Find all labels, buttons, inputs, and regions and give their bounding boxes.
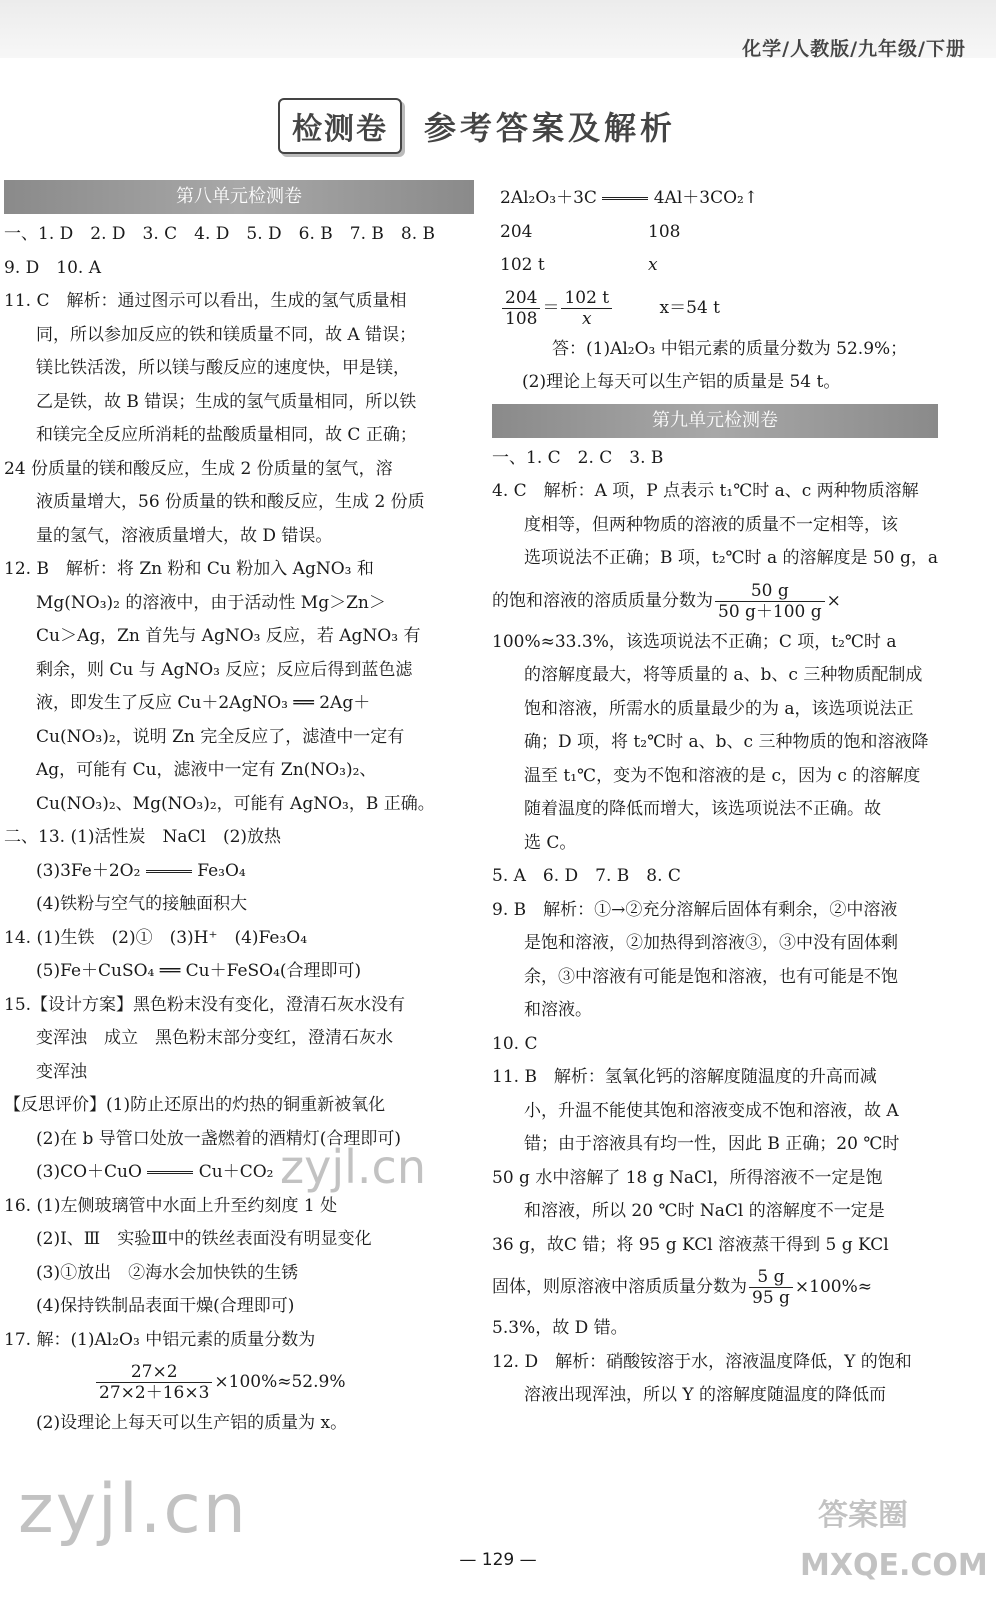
frac-a xyxy=(502,288,540,329)
section-header-unit9: 第九单元检测卷 xyxy=(492,404,938,438)
text-line: 度相等，但两种物质的溶液的质量不一定相等，该 xyxy=(524,514,898,535)
text-line: 15.【设计方案】黑色粉末没有变化，澄清石灰水没有 xyxy=(4,994,406,1015)
text-line: Cu(NO₃)₂、Mg(NO₃)₂，可能有 AgNO₃，B 正确。 xyxy=(36,793,435,814)
fraction-4 xyxy=(492,576,950,626)
text-line: 9. B 解析：①→②充分溶解后固体有剩余，②中溶液 xyxy=(492,899,898,920)
frac-b-denominator: x xyxy=(582,308,592,329)
q17-part2: (2)设理论上每天可以生产铝的质量为 x。 xyxy=(36,1413,348,1433)
frac-b xyxy=(561,288,612,329)
x-value: x＝54 t xyxy=(659,297,721,318)
eq15-arrow xyxy=(147,1156,193,1190)
left-column xyxy=(4,180,474,1441)
text-line: 液质量增大，56 份质量的铁和酸反应，生成 2 份质 xyxy=(36,492,425,512)
text-line: 二、13. (1)活性炭 NaCl (2)放热 xyxy=(4,827,282,847)
frac11-prefix: 固体，则原溶液中溶质质量分数为 xyxy=(492,1277,747,1297)
frac11-denominator: 95 g xyxy=(752,1288,790,1308)
text-line: 16. (1)左侧玻璃管中水面上升至约刻度 1 处 xyxy=(4,1195,338,1216)
text-line: 随着温度的降低而增大，该选项说法不正确。故 xyxy=(524,799,881,819)
eq15-reactants: (3)CO＋CuO xyxy=(36,1162,142,1182)
equation-17 xyxy=(492,182,950,216)
text-line: 5. A 6. D 7. B 8. C xyxy=(492,866,681,886)
text-line: 确；D 项，将 t₂℃时 a、b、c 三种物质的饱和溶液降 xyxy=(524,732,929,752)
text-line: 9. D 10. A xyxy=(4,257,101,278)
text-line: 一、1. C 2. C 3. B xyxy=(492,447,664,468)
fraction-11 xyxy=(492,1262,950,1312)
frac11-numerator: 5 g xyxy=(749,1267,793,1288)
section-header-unit8: 第八单元检测卷 xyxy=(4,180,474,214)
frac17-tail: ×100%≈52.9% xyxy=(214,1372,346,1392)
text-line: 和镁完全反应所消耗的盐酸质量相同，故 C 正确； xyxy=(36,425,417,445)
eq13-reactants: (3)3Fe＋2O₂ xyxy=(36,860,141,881)
eq17-products: 4Al＋3CO₂↑ xyxy=(653,188,759,208)
text-line: 选项说法不正确；B 项，t₂℃时 a 的溶解度是 50 g，a xyxy=(524,548,938,568)
text-line: 12. D 解析：硝酸铵溶于水，溶液温度降低，Y 的饱和 xyxy=(492,1351,912,1372)
watermark-mxqe-title: 答案圈 xyxy=(818,1498,908,1533)
text-line: 【反思评价】(1)防止还原出的灼热的铜重新被氧化 xyxy=(4,1095,386,1115)
page-number-text: — 129 — xyxy=(459,1550,536,1570)
frac4 xyxy=(715,581,825,622)
watermark-zyjl-2: zyjl.cn xyxy=(280,1140,426,1194)
frac4-denominator: 50 g＋100 g xyxy=(718,601,822,622)
text-line: 的溶解度最大，将等质量的 a、b、c 三种物质配制成 xyxy=(524,665,923,685)
text-line: 10. C xyxy=(492,1033,538,1054)
text-line: 饱和溶液，所需水的质量最少的为 a，该选项说法正 xyxy=(524,698,914,719)
ratio-row-1 xyxy=(492,216,950,250)
eq17-reactants: 2Al₂O₃＋3C xyxy=(500,188,597,208)
text-line: Cu(NO₃)₂，说明 Zn 完全反应了，滤渣中一定有 xyxy=(36,726,405,747)
ratio-row-2 xyxy=(492,249,950,283)
text-line: 错；由于溶液具有均一性，因此 B 正确；20 ℃时 xyxy=(524,1134,900,1154)
text-line: 12. B 解析：将 Zn 粉和 Cu 粉加入 AgNO₃ 和 xyxy=(4,559,374,579)
text-line: 14. (1)生铁 (2)① (3)H⁺ (4)Fe₃O₄ xyxy=(4,927,308,948)
eq13-products: Fe₃O₄ xyxy=(197,860,246,881)
frac11-tail: ×100%≈ xyxy=(794,1277,873,1297)
text-line: 是饱和溶液，②加热得到溶液③，③中没有固体剩 xyxy=(524,933,898,953)
text-line: 小，升温不能使其饱和溶液变成不饱和溶液，故 A xyxy=(524,1100,899,1121)
text-line: Cu＞Ag，Zn 首先与 AgNO₃ 反应，若 AgNO₃ 有 xyxy=(36,626,421,646)
watermark-zyjl: zyjl.cn xyxy=(18,1470,248,1549)
frac4-tail: × xyxy=(826,590,841,611)
ratio-1b: 108 xyxy=(648,221,681,242)
text-line: 选 C。 xyxy=(524,832,577,853)
page-title xyxy=(278,96,676,156)
text-line: 4. C 解析：A 项，P 点表示 t₁℃时 a、c 两种物质溶解 xyxy=(492,481,919,501)
watermark-mxqe: MXQE.COM xyxy=(800,1548,988,1583)
frac17 xyxy=(96,1362,212,1403)
text-line: (2)Ⅰ、Ⅲ 实验Ⅲ中的铁丝表面没有明显变化 xyxy=(36,1229,372,1249)
book-meta: 化学/人教版/九年级/下册 xyxy=(742,38,966,60)
eq13-arrow xyxy=(146,855,192,889)
text-line: (3)①放出 ②海水会加快铁的生锈 xyxy=(36,1262,299,1283)
fraction-17 xyxy=(4,1357,474,1407)
text-line: 17. 解：(1)Al₂O₃ 中铝元素的质量分数为 xyxy=(4,1329,316,1350)
answer-2: (2)理论上每天可以生产铝的质量是 54 t。 xyxy=(522,372,841,392)
text-line: 一、1. D 2. D 3. C 4. D 5. D 6. B 7. B 8. B xyxy=(4,224,435,244)
text-line: (4)铁粉与空气的接触面积大 xyxy=(36,894,248,914)
text-line: (4)保持铁制品表面干燥(合理即可) xyxy=(36,1296,295,1316)
text-line: 11. C 解析：通过图示可以看出，生成的氢气质量相 xyxy=(4,291,407,311)
frac-b-numerator: 102 t xyxy=(561,288,612,309)
frac-a-numerator: 204 xyxy=(502,288,540,309)
text-line: 温至 t₁℃，变为不饱和溶液的是 c，因为 c 的溶解度 xyxy=(524,765,921,786)
answer-1: 答：(1)Al₂O₃ 中铝元素的质量分数为 52.9%； xyxy=(552,338,908,359)
frac17-numerator: 27×2 xyxy=(96,1362,212,1383)
text-line: (5)Fe＋CuSO₄ ══ Cu＋FeSO₄(合理即可) xyxy=(36,961,362,981)
text-line: 11. B 解析：氢氧化钙的溶解度随温度的升高而减 xyxy=(492,1067,877,1087)
text-line: 50 g 水中溶解了 18 g NaCl，所得溶液不一定是饱 xyxy=(492,1167,883,1188)
eq15-products: Cu＋CO₂ xyxy=(198,1162,274,1182)
text-line: 5.3%，故 D 错。 xyxy=(492,1318,628,1338)
proportion: $\frac{204}{108}$ ＝ $\frac{102 t}{x}$ x＝54 t xyxy=(492,283,950,333)
title-box: 检测卷 xyxy=(278,98,402,154)
frac-a-denominator: 108 xyxy=(505,308,538,329)
title-text: 参考答案及解析 xyxy=(424,109,677,147)
frac4-numerator: 50 g xyxy=(715,581,825,602)
equation-13 xyxy=(4,855,474,889)
text-line: 镁比铁活泼，所以镁与酸反应的速度快，甲是镁， xyxy=(36,358,410,378)
eq17-arrow xyxy=(602,182,648,216)
text-line: 乙是铁，故 B 错误；生成的氢气质量相同，所以铁 xyxy=(36,391,417,412)
text-line: 液，即发生了反应 Cu＋2AgNO₃ ══ 2Ag＋ xyxy=(36,693,371,713)
ratio-2b: x xyxy=(648,255,658,275)
right-column xyxy=(492,180,950,1413)
text-line: Ag，可能有 Cu，滤液中一定有 Zn(NO₃)₂、 xyxy=(36,760,377,780)
text-line: 24 份质量的镁和酸反应，生成 2 份质量的氢气，溶 xyxy=(4,458,393,479)
frac17-denominator: 27×2＋16×3 xyxy=(99,1383,210,1403)
page-number xyxy=(0,1550,996,1570)
text-line: 余，③中溶液有可能是饱和溶液，也有可能是不饱 xyxy=(524,966,898,987)
text-line: 量的氢气，溶液质量增大，故 D 错误。 xyxy=(36,525,333,546)
text-line: 100%≈33.3%，该选项说法不正确；C 项，t₂℃时 a xyxy=(492,631,897,652)
text-line: Mg(NO₃)₂ 的溶液中，由于活动性 Mg＞Zn＞ xyxy=(36,592,386,613)
text-line: 和溶液，所以 20 ℃时 NaCl 的溶解度不一定是 xyxy=(524,1201,885,1221)
text-line: 和溶液。 xyxy=(524,1000,592,1020)
frac4-prefix: 的饱和溶液的溶质质量分数为 xyxy=(492,590,713,611)
text-line: 同，所以参加反应的铁和镁质量不同，故 A 错误； xyxy=(36,324,417,345)
text-line: 变浑浊 成立 黑色粉末部分变红，澄清石灰水 xyxy=(36,1028,393,1048)
ratio-2a: 102 t xyxy=(500,255,545,275)
ratio-1a: 204 xyxy=(500,221,533,242)
text-line: 变浑浊 xyxy=(36,1061,87,1082)
frac11 xyxy=(749,1267,793,1308)
text-line: 溶液出现浑浊，所以 Y 的溶解度随温度的降低而 xyxy=(524,1385,887,1405)
text-line: 剩余，则 Cu 与 AgNO₃ 反应；反应后得到蓝色滤 xyxy=(36,659,413,680)
text-line: 36 g，故C 错；将 95 g KCl 溶液蒸干得到 5 g KCl xyxy=(492,1234,889,1255)
text-line: (2)在 b 导管口处放一盏燃着的酒精灯(合理即可) xyxy=(36,1128,402,1149)
